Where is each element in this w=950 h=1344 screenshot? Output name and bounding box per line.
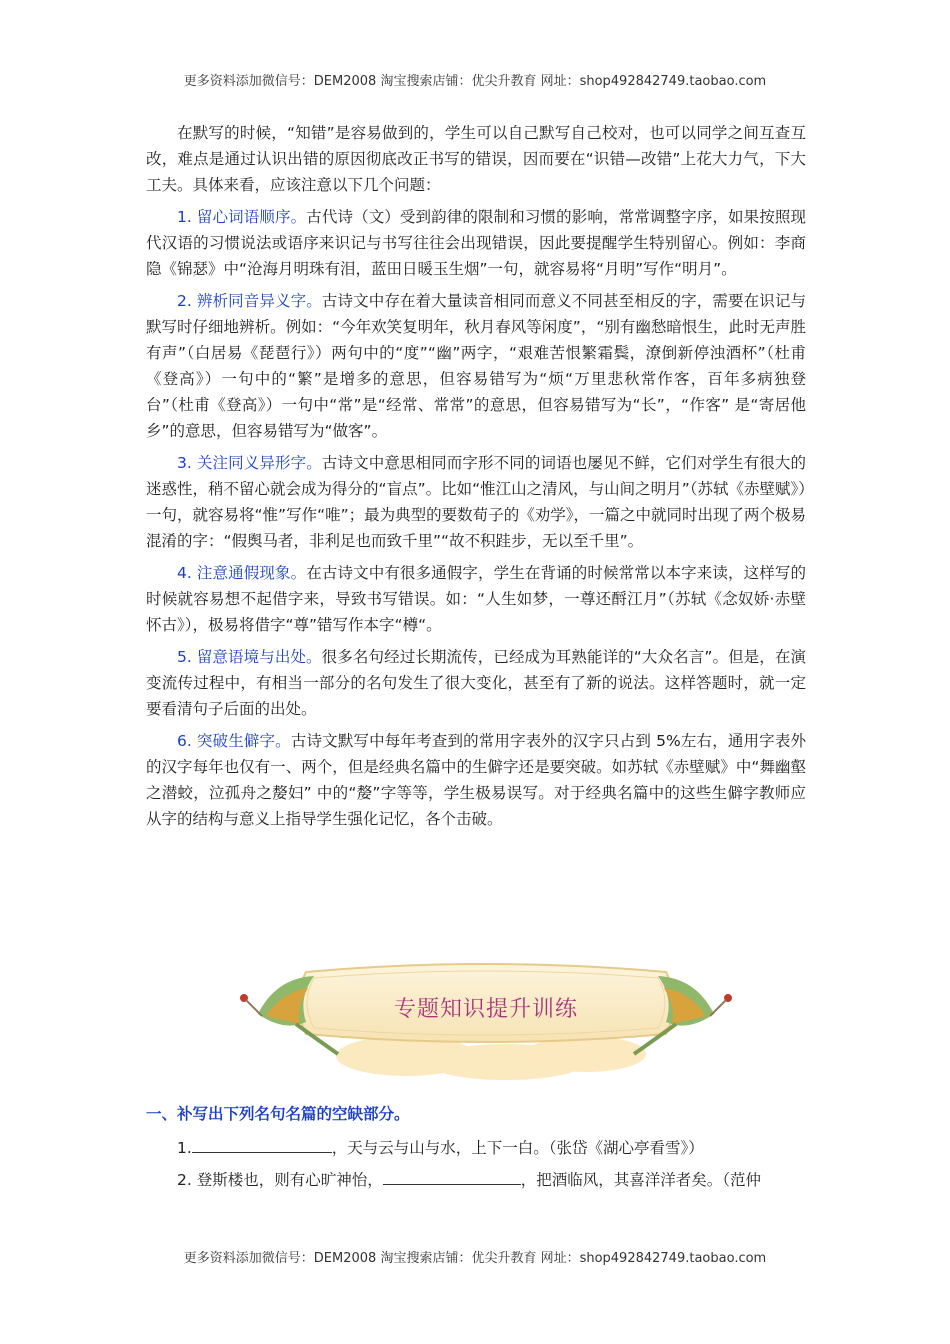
body-text [146, 120, 806, 838]
question-2-suffix: ，把酒临风，其喜洋洋者矣。（范仲 [520, 1171, 761, 1189]
section-banner [236, 958, 736, 1080]
point-2 [146, 288, 806, 444]
point-2-text: 古诗文中存在着大量读音相同而意义不同甚至相反的字，需要在识记与默写时仔细地辨析。例如：“今年欢笑复明年，秋月春风等闲度”，“别有幽愁暗恨生，此时无声胜有声”（白居易《琵琶行》）两句中的“度”“幽”两字，“艰难苦恨繁霜鬓，潦倒新停浊酒杯”（杜甫《登高》）一句中的“繁”是增多的意思，但容易错写为“烦“万里悲秋常作客，百年多病独登台”（杜甫《登高》）一句中“常”是“经常、常常”的意思，但容易错写为“长”，“作客” 是“寄居他乡”的意思，但容易错写为“做客”。 [146, 292, 806, 440]
question-2 [146, 1166, 806, 1193]
point-5-text: 很多名句经过长期流传，已经成为耳熟能详的“大众名言”。但是，在演变流传过程中，有相当一部分的名句发生了很大变化，甚至有了新的说法。这样答题时，就一定要看清句子后面的出处。 [146, 648, 807, 718]
page-header: 更多资料添加微信号：DEM2008 淘宝搜索店铺：优尖升教育 网址：shop492842749.taobao.com [183, 74, 767, 89]
point-4 [146, 560, 806, 638]
point-4-title: 4. 注意通假现象。 [177, 564, 307, 582]
question-2-prefix: 2. 登斯楼也，则有心旷神怡， [177, 1171, 383, 1189]
point-3-text: 古诗文中意思相同而字形不同的词语也屡见不鲜，它们对学生有很大的迷惑性，稍不留心就会成为得分的“盲点”。比如“惟江山之清风，与山间之明月”（苏轼《赤壁赋》）一句，就容易将“惟”写作“唯”；最为典型的要数荀子的《劝学》，一篇之中就同时出现了两个极易混淆的字：“假舆马者，非利足也而致千里”“故不积跬步，无以至千里”。 [146, 454, 806, 550]
point-2-title: 2. 辨析同音异义字。 [177, 292, 322, 310]
point-5 [146, 644, 806, 722]
exercise-section-title: 一、补写出下列名句名篇的空缺部分。 [146, 1105, 410, 1123]
intro-paragraph: 在默写的时候，“知错”是容易做到的，学生可以自己默写自己校对，也可以同学之间互查互改，难点是通过认识出错的原因彻底改正书写的错误，因而要在“识错—改错”上花大力气，下大工夫。具体来看，应该注意以下几个问题： [146, 124, 806, 194]
point-1-text: 古代诗（文）受到韵律的限制和习惯的影响，常常调整字序，如果按照现代汉语的习惯说法或语序来识记与书写往往会出现错误，因此要提醒学生特别留心。例如：李商隐《锦瑟》中“沧海月明珠有泪，蓝田日暖玉生烟”一句，就容易将“月明”写作“明月”。 [146, 208, 806, 278]
point-6-title: 6. 突破生僻字。 [177, 732, 291, 750]
point-6 [146, 728, 806, 832]
point-1 [146, 204, 806, 282]
point-3 [146, 450, 806, 554]
point-4-text: 在古诗文中有很多通假字，学生在背诵的时候常常以本字来读，这样写的时候就容易想不起借字来，导致书写错误。如：“人生如梦，一尊还酹江月”（苏轼《念奴娇·赤壁怀古》），极易将借字“尊”错写作本字“樽“。 [146, 564, 806, 634]
question-1-text: ，天与云与山与水，上下一白。（张岱《湖心亭看雪》） [331, 1139, 704, 1157]
page-footer: 更多资料添加微信号：DEM2008 淘宝搜索店铺：优尖升教育 网址：shop492842749.taobao.com [183, 1251, 767, 1266]
point-1-title: 1. 留心词语顺序。 [177, 208, 307, 226]
point-6-text: 古诗文默写中每年考查到的常用字表外的汉字只占到 5%左右，通用字表外的汉字每年也仅有一、两个，但是经典名篇中的生僻字还是要突破。如苏轼《赤壁赋》中“舞幽壑之潜蛟，泣孤舟之嫠妇” 中的“嫠”字等等，学生极易误写。对于经典名篇中的这些生僻字教师应从字的结构与意义上指导学生强化记忆，各个击破。 [146, 732, 806, 828]
answer-blank[interactable] [383, 1166, 521, 1185]
point-3-title: 3. 关注同义异形字。 [177, 454, 322, 472]
point-5-title: 5. 留意语境与出处。 [177, 648, 322, 666]
question-1 [146, 1134, 806, 1161]
answer-blank[interactable] [192, 1134, 332, 1153]
banner-title: 专题知识提升训练 [393, 997, 578, 1022]
question-1-number: 1. [177, 1139, 192, 1157]
